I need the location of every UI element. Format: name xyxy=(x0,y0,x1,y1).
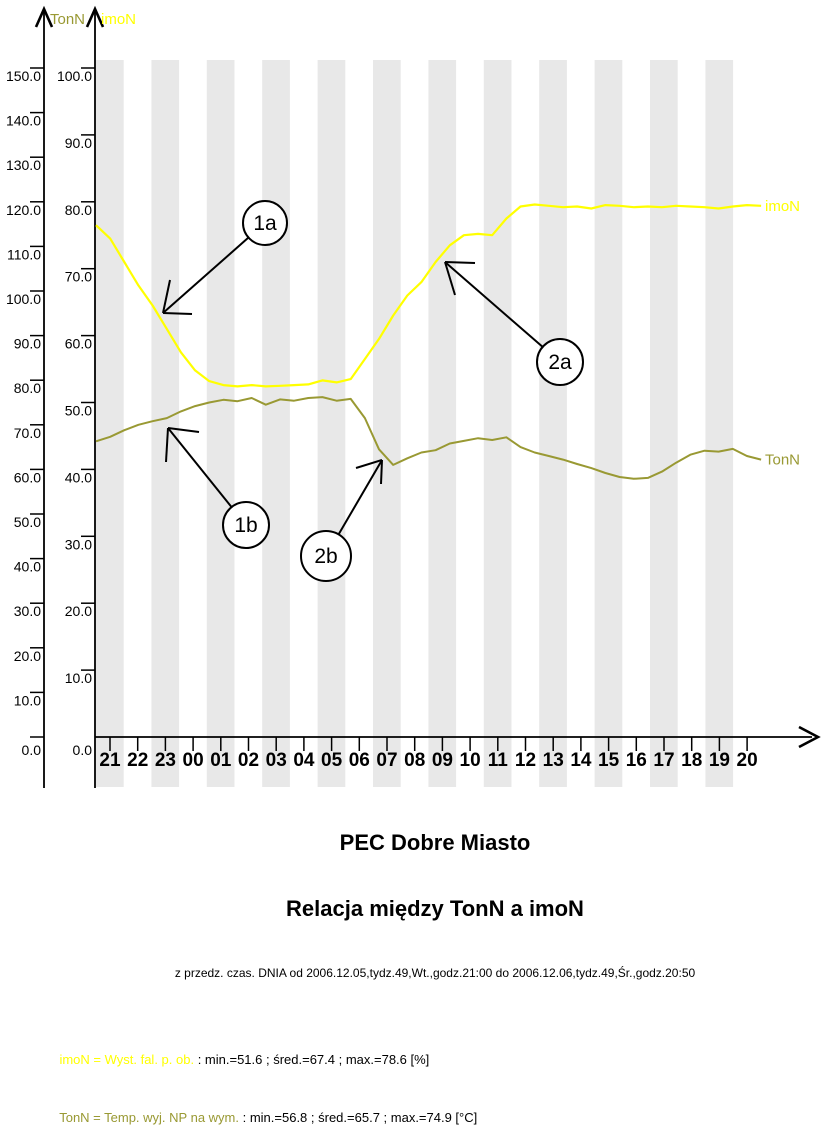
annotation-1b-label: 1b xyxy=(234,514,258,537)
y-axis-outer-tick-label: 70.0 xyxy=(13,424,41,441)
y-axis-inner-tick-label: 40.0 xyxy=(64,469,92,486)
plot-stripe xyxy=(373,60,401,787)
y-axis-outer-tick-label: 150.0 xyxy=(5,68,41,84)
x-axis-hour-label: 14 xyxy=(570,750,592,771)
y-axis-outer-tick-label: 20.0 xyxy=(13,647,41,664)
legend-row-TonN xyxy=(45,1095,477,1127)
y-axis-inner-tick-label: 10.0 xyxy=(64,670,92,687)
series-TonN-end-label: TonN xyxy=(765,451,801,469)
plot-stripe xyxy=(318,60,346,787)
x-axis-hour-label: 16 xyxy=(625,750,647,771)
plot-stripe xyxy=(262,60,290,787)
plot-stripe xyxy=(151,60,179,787)
y-axis-inner-tick-label: 50.0 xyxy=(64,402,92,419)
y-axis-inner-tick-label: 20.0 xyxy=(64,603,92,620)
chart-caption: z przedz. czas. DNIA od 2006.12.05,tydz.49,Wt.,godz.21:00 do 2006.12.06,tydz.49,Śr.,godz.20:50 xyxy=(174,966,696,980)
y-axis-outer-title: TonN xyxy=(50,11,86,28)
x-axis-hour-label: 23 xyxy=(154,750,176,771)
x-axis-hour-label: 20 xyxy=(736,750,758,771)
x-axis-hour-label: 03 xyxy=(265,750,287,771)
legend-row-imoN xyxy=(45,1037,429,1082)
y-axis-inner-tick-label: 0.0 xyxy=(72,742,92,758)
x-axis-hour-label: 08 xyxy=(404,750,426,771)
plot-stripe xyxy=(539,60,567,787)
y-axis-outer-tick-label: 0.0 xyxy=(21,742,41,758)
x-axis-hour-label: 19 xyxy=(708,750,730,771)
x-axis-hour-label: 15 xyxy=(598,750,620,771)
y-axis-inner-tick-label: 30.0 xyxy=(64,536,92,553)
x-axis-hour-label: 12 xyxy=(514,750,537,771)
annotation-2b-arrowhead xyxy=(381,460,382,484)
x-axis-hour-label: 02 xyxy=(237,750,260,771)
x-axis-hour-label: 22 xyxy=(127,750,149,771)
x-axis-hour-label: 10 xyxy=(459,750,481,771)
x-axis-hour-label: 06 xyxy=(348,750,370,771)
legend-name-imoN: imoN = Wyst. fal. p. ob. xyxy=(59,1052,195,1067)
y-axis-outer-tick-label: 40.0 xyxy=(13,558,41,575)
chart-title: PEC Dobre Miasto xyxy=(339,830,531,855)
y-axis-outer-tick-label: 110.0 xyxy=(7,246,41,263)
plot-stripe xyxy=(207,60,235,787)
x-axis-hour-label: 05 xyxy=(321,750,343,771)
series-imoN-end-label: imoN xyxy=(765,197,801,215)
x-axis-hour-label: 09 xyxy=(431,750,453,771)
plot-stripe xyxy=(484,60,512,787)
legend-stats-imoN: : min.=51.6 ; śred.=67.4 ; max.=78.6 [%] xyxy=(194,1052,430,1067)
x-axis-hour-label: 00 xyxy=(182,750,204,771)
x-axis-hour-label: 07 xyxy=(376,750,398,771)
y-axis-inner-tick-label: 70.0 xyxy=(64,268,92,285)
annotation-2a-arrowhead xyxy=(445,262,475,263)
y-axis-outer-tick-label: 90.0 xyxy=(13,335,41,352)
y-axis-outer-tick-label: 100.0 xyxy=(5,291,41,307)
plot-stripe xyxy=(96,60,124,787)
y-axis-outer-tick-label: 10.0 xyxy=(13,692,41,709)
y-axis-outer-tick-label: 50.0 xyxy=(13,514,41,530)
y-axis-inner-tick-label: 90.0 xyxy=(64,134,92,151)
annotation-1a-arrowhead xyxy=(163,313,192,314)
chart-subtitle: Relacja między TonN a imoN xyxy=(286,896,584,921)
y-axis-outer-tick-label: 30.0 xyxy=(13,603,41,620)
annotation-1a-label: 1a xyxy=(253,212,277,235)
x-axis-hour-label: 13 xyxy=(542,750,564,771)
y-axis-inner-tick-label: 60.0 xyxy=(64,335,92,352)
x-axis-hour-label: 01 xyxy=(210,750,232,771)
plot-stripe xyxy=(705,60,733,787)
legend-name-TonN: TonN = Temp. wyj. NP na wym. xyxy=(59,1110,239,1125)
annotation-2b-label: 2b xyxy=(314,545,338,568)
plot-stripe xyxy=(650,60,678,787)
y-axis-outer-tick-label: 80.0 xyxy=(13,380,41,397)
x-axis-hour-label: 11 xyxy=(487,750,508,771)
x-axis-hour-label: 04 xyxy=(293,750,315,771)
x-axis-hour-label: 18 xyxy=(681,750,703,771)
x-axis-hour-label: 17 xyxy=(653,750,675,771)
x-axis-hour-label: 21 xyxy=(99,750,121,771)
y-axis-outer-tick-label: 140.0 xyxy=(5,112,41,129)
y-axis-outer-tick-label: 60.0 xyxy=(13,469,41,486)
y-axis-outer-tick-label: 120.0 xyxy=(5,201,41,218)
y-axis-inner-title: imoN xyxy=(101,11,137,28)
y-axis-inner-tick-label: 80.0 xyxy=(64,201,92,218)
annotation-2a-label: 2a xyxy=(548,351,572,374)
y-axis-inner-tick-label: 100.0 xyxy=(56,68,92,84)
legend-stats-TonN: : min.=56.8 ; śred.=65.7 ; max.=74.9 [°C] xyxy=(239,1110,478,1125)
plot-stripe xyxy=(595,60,623,787)
y-axis-outer-tick-label: 130.0 xyxy=(5,157,41,174)
plot-stripe xyxy=(428,60,456,787)
